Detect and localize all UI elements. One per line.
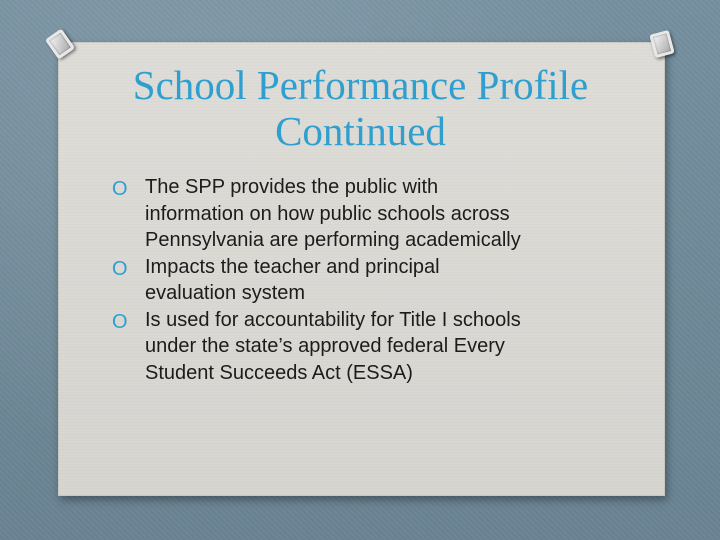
title-line: Continued [275, 108, 446, 154]
bullet-text-line: Impacts the teacher and principal [145, 255, 440, 278]
bullet-text-line: information on how public schools across [145, 202, 510, 225]
bullet-list [112, 174, 652, 386]
bullet-text-line: The SPP provides the public with [145, 176, 439, 198]
title-line: School Performance Profile [132, 62, 589, 108]
bullet-item [112, 174, 652, 254]
bullet-text-line: under the state’s approved federal Every [145, 335, 505, 357]
bullet-marker: O [112, 310, 128, 333]
bullet-text-line: evaluation system [145, 282, 306, 304]
bullet-text-line: Student Succeeds Act (ESSA) [145, 361, 413, 384]
bullet-item [112, 307, 652, 387]
slide-title [58, 62, 663, 154]
bullet-marker: O [112, 178, 128, 200]
bullet-text-line: Is used for accountability for Title I schools [145, 308, 521, 331]
bullet-marker: O [112, 257, 128, 280]
bullet-text-line: Pennsylvania are performing academically [145, 229, 521, 251]
bullet-item [112, 254, 652, 307]
